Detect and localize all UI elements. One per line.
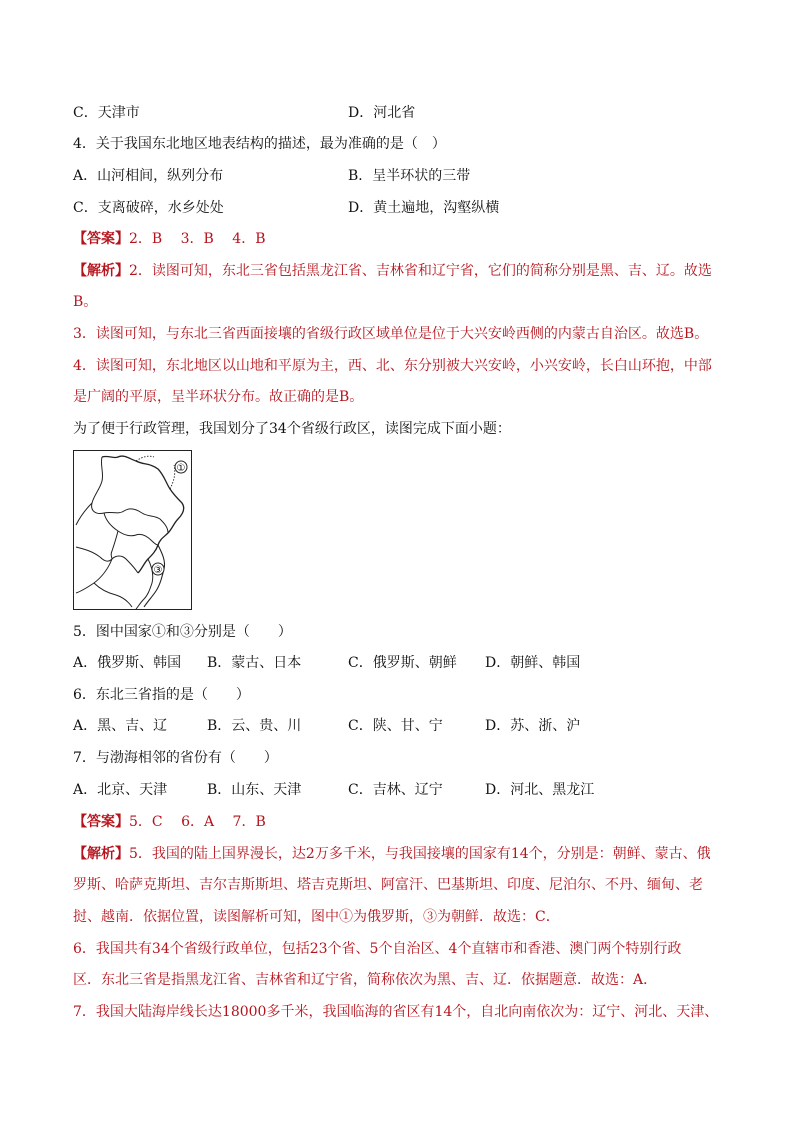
- analysis-block-1-line-1: [73, 262, 712, 280]
- q3-options-row: [73, 104, 416, 122]
- q4-stem: 4．关于我国东北地区地表结构的描述，最为准确的是（ ）: [73, 136, 446, 152]
- q5-stem: 5．图中国家①和③分别是（ ）: [73, 624, 292, 640]
- q6-option-c: C．陕、甘、宁: [348, 718, 443, 734]
- q4-options-row-2: [73, 199, 500, 217]
- intro-text: 为了便于行政管理，我国划分了34个省级行政区，读图完成下面小题：: [73, 421, 511, 437]
- answer-tag: 【答案】: [73, 814, 129, 830]
- q5-option-a: A．俄罗斯、韩国: [73, 655, 182, 671]
- analysis-tag: 【解析】: [73, 263, 129, 279]
- answer-block-1: [73, 230, 266, 248]
- map-drawing: [74, 451, 191, 609]
- analysis-2-paragraph-2-line-1: 6．我国共有34个省级行政单位，包括23个省、5个自治区、4个直辖市和香港、澳门两个特别行政: [73, 941, 682, 957]
- map-label-3: ③: [153, 565, 163, 576]
- q6-option-b: B．云、贵、川: [207, 718, 302, 734]
- q7-option-a: A．北京、天津: [73, 782, 168, 798]
- answer-tag: 【答案】: [73, 231, 129, 247]
- analysis-1-paragraph-3-line-1: 4．读图可知，东北地区以山地和平原为主，西、北、东分别被大兴安岭，小兴安岭，长白山环抱，中部: [73, 358, 712, 374]
- q5-option-c: C．俄罗斯、朝鲜: [348, 655, 457, 671]
- q7-stem: 7．与渤海相邻的省份有（ ）: [73, 750, 278, 766]
- answer-text: 2．B 3．B 4．B: [129, 231, 266, 247]
- analysis-text: 2．读图可知，东北三省包括黑龙江省、吉林省和辽宁省，它们的简称分别是黑、吉、辽。故选: [129, 263, 712, 279]
- analysis-1-paragraph-2: 3．读图可知，与东北三省西面接壤的省级行政区域单位是位于大兴安岭西侧的内蒙古自治区。故选B。: [73, 326, 709, 342]
- q4-option-a: A．山河相间，纵列分布: [73, 168, 224, 184]
- q6-option-a: A．黑、吉、辽: [73, 718, 168, 734]
- analysis-2-line-3: 挝、越南．依据位置，读图解析可知，图中①为俄罗斯，③为朝鲜．故选：C．: [73, 909, 560, 925]
- q5-option-d: D．朝鲜、韩国: [485, 655, 581, 671]
- q6-stem: 6．东北三省指的是（ ）: [73, 687, 250, 703]
- analysis-2-paragraph-2-line-2: 区．东北三省是指黑龙江省、吉林省和辽宁省，简称依次为黑、吉、辽．依据题意．故选：A．: [73, 972, 658, 988]
- analysis-tag: 【解析】: [73, 846, 129, 862]
- q6-option-d: D．苏、浙、沪: [485, 718, 581, 734]
- analysis-2-paragraph-3-line-1: 7．我国大陆海岸线长达18000多千米，我国临海的省区有14个，自北向南依次为：辽宁、河北、天津、: [73, 1004, 719, 1020]
- q7-option-d: D．河北、黑龙江: [485, 782, 595, 798]
- q3-option-d: D．河北省: [348, 105, 416, 121]
- analysis-2-line-2: 罗斯、哈萨克斯坦、吉尔吉斯斯坦、塔吉克斯坦、阿富汗、巴基斯坦、印度、尼泊尔、不丹、缅甸、老: [73, 877, 703, 893]
- analysis-text: 5．我国的陆上国界漫长，达2万多千米，与我国接壤的国家有14个，分别是：朝鲜、蒙古、俄: [129, 846, 711, 862]
- answer-block-2: [73, 813, 266, 831]
- answer-text: 5．C 6．A 7．B: [129, 814, 266, 830]
- q4-options-row-1: [73, 167, 471, 185]
- q3-option-c: C．天津市: [73, 105, 140, 121]
- analysis-1-line-2: B。: [73, 294, 98, 310]
- q7-option-b: B．山东、天津: [207, 782, 302, 798]
- analysis-1-paragraph-3-line-2: 是广阔的平原，呈半环状分布。故正确的是B。: [73, 389, 364, 405]
- q5-option-b: B．蒙古、日本: [207, 655, 302, 671]
- analysis-block-2-line-1: [73, 845, 711, 863]
- q4-option-b: B．呈半环状的三带: [348, 168, 471, 184]
- q4-option-d: D．黄土遍地，沟壑纵横: [348, 200, 500, 216]
- map-label-1: ①: [176, 463, 186, 474]
- q4-option-c: C．支离破碎，水乡处处: [73, 200, 224, 216]
- q7-option-c: C．吉林、辽宁: [348, 782, 443, 798]
- northeast-map: [73, 450, 192, 610]
